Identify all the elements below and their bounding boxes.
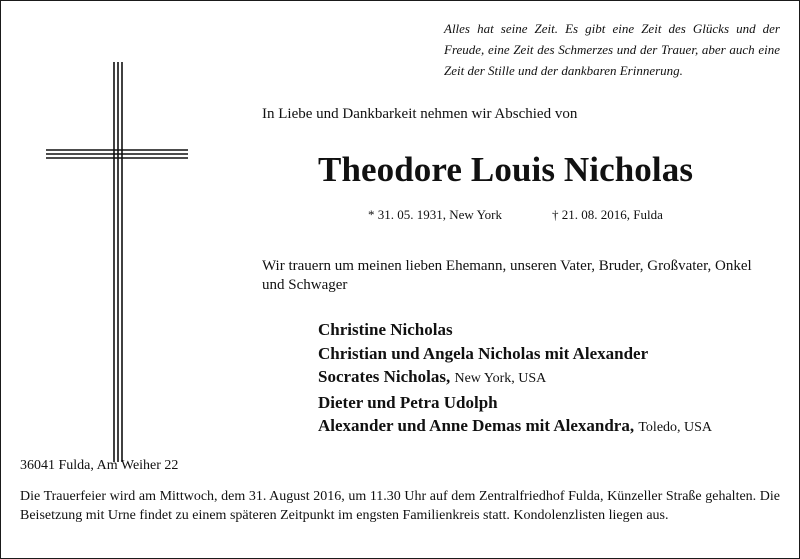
family-member-place: Toledo, USA	[638, 420, 713, 435]
family-member-name: Christine Nicholas	[318, 320, 453, 339]
family-member	[318, 342, 712, 366]
death-date: † 21. 08. 2016, Fulda	[552, 207, 663, 222]
family-member	[318, 318, 712, 342]
service-announcement: Die Trauerfeier wird am Mittwoch, dem 31. August 2016, um 11.30 Uhr auf dem Zentralfriedhof Fulda, Künzeller Straße gehalten. Die Beisetzung mit Urne findet zu einem späteren Zeitpunkt im engsten Familienkreis statt. Kondolenzlisten liegen aus.	[20, 489, 780, 523]
family-member-place: New York, USA	[454, 371, 547, 386]
family-member	[318, 365, 712, 391]
family-member	[318, 391, 712, 415]
quote-text: Alles hat seine Zeit. Es gibt eine Zeit des Glücks und der Freude, eine Zeit des Schmerzes und der Trauer, aber auch eine Zeit der Stille und der dankbaren Erinnerung.	[444, 21, 780, 78]
family-list	[318, 318, 712, 440]
mourning-text: Wir trauern um meinen lieben Ehemann, unseren Vater, Bruder, Großvater, Onkel und Schwager	[262, 258, 752, 293]
family-address: 36041 Fulda, Am Weiher 22	[20, 458, 179, 473]
family-member-name: Alexander und Anne Demas mit Alexandra,	[318, 416, 635, 435]
cross-icon	[46, 62, 188, 462]
family-member-name: Christian und Angela Nicholas mit Alexander	[318, 343, 649, 363]
deceased-name: Theodore Louis Nicholas	[318, 150, 694, 189]
farewell-intro: In Liebe und Dankbarkeit nehmen wir Abschied von	[262, 106, 578, 122]
birth-date: * 31. 05. 1931, New York	[368, 207, 502, 222]
family-member-name: Dieter und Petra Udolph	[318, 392, 498, 412]
family-member-name: Socrates Nicholas,	[318, 367, 451, 386]
family-member	[318, 414, 712, 440]
